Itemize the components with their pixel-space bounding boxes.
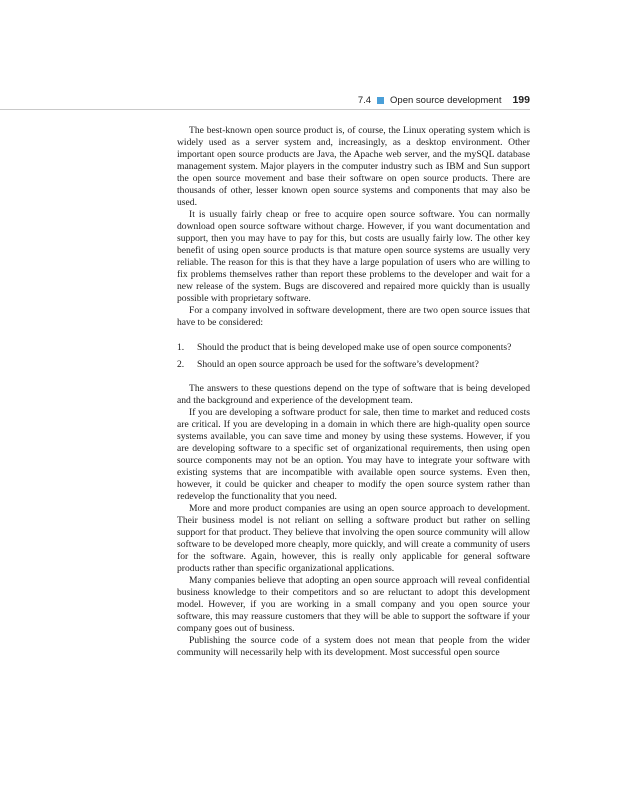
list-item bbox=[177, 342, 530, 354]
paragraph-publishing-source: Publishing the source code of a system does not mean that people from the wider community will necessarily help with its development. Most successful open source bbox=[177, 635, 530, 658]
paragraph-software-for-sale: If you are developing a software product for sale, then time to market and reduced costs are critical. If you are developing in a domain in which there are high-quality open source systems available, you can save time and money by using these systems. However, if you are developing software to a specific set of organizational requirements, then using open source components may not be an option. You may have to integrate your software with existing systems that are incompatible with available open source systems. Even then, however, it could be quicker and cheaper to modify the open source system rather than redevelop the functionality that you need. bbox=[177, 407, 530, 502]
list-item-text: Should the product that is being developed make use of open source components? bbox=[197, 342, 512, 353]
list-item-number: 2. bbox=[177, 359, 185, 370]
section-marker-square bbox=[377, 97, 384, 104]
list-item-text: Should an open source approach be used for the software’s development? bbox=[197, 359, 479, 370]
section-title: Open source development bbox=[390, 94, 502, 106]
page-body bbox=[177, 125, 530, 659]
paragraph-answers: The answers to these questions depend on the type of software that is being developed and the background and experience of the development team. bbox=[177, 383, 530, 406]
paragraph-open-source-products: The best-known open source product is, of course, the Linux operating system which is widely used as a server system and, increasingly, as a desktop environment. Other important open source products are Java, the Apache web server, and the mySQL database management system. Major players in the computer industry such as IBM and Sun support the open source movement and base their software on open source products. There are thousands of other, lesser known open source systems and components that may also be used. bbox=[177, 125, 530, 208]
paragraph-cost-benefits: It is usually fairly cheap or free to acquire open source software. You can normally download open source software without charge. However, if you want documentation and support, then you may have to pay for this, but costs are usually fairly low. The other key benefit of using open source products is that mature open source systems are usually very reliable. The reason for this is that they have a large population of users who are willing to fix problems themselves rather than report these problems to the developer and wait for a new release of the system. Bugs are discovered and repaired more quickly than is usually possible with proprietary software. bbox=[177, 209, 530, 304]
list-item-number: 1. bbox=[177, 342, 185, 353]
paragraph-issues-intro: For a company involved in software development, there are two open source issues that have to be considered: bbox=[177, 305, 530, 328]
page-number: 199 bbox=[512, 94, 530, 106]
issues-list bbox=[177, 342, 530, 371]
list-item bbox=[177, 359, 530, 371]
section-number: 7.4 bbox=[357, 94, 372, 106]
header-rule bbox=[0, 109, 530, 110]
running-header bbox=[358, 94, 530, 106]
paragraph-confidentiality: Many companies believe that adopting an open source approach will reveal confidential business knowledge to their competitors and so are reluctant to adopt this development model. However, if you are working in a small company and you open source your software, this may reassure customers that they will be able to support the software if your company goes out of business. bbox=[177, 575, 530, 634]
paragraph-business-model: More and more product companies are using an open source approach to development. Their business model is not reliant on selling a software product but rather on selling support for that product. They believe that involving the open source community will allow software to be developed more cheaply, more quickly, and will create a community of users for the software. Again, however, this is really only applicable for general software products rather than specific organizational applications. bbox=[177, 503, 530, 574]
